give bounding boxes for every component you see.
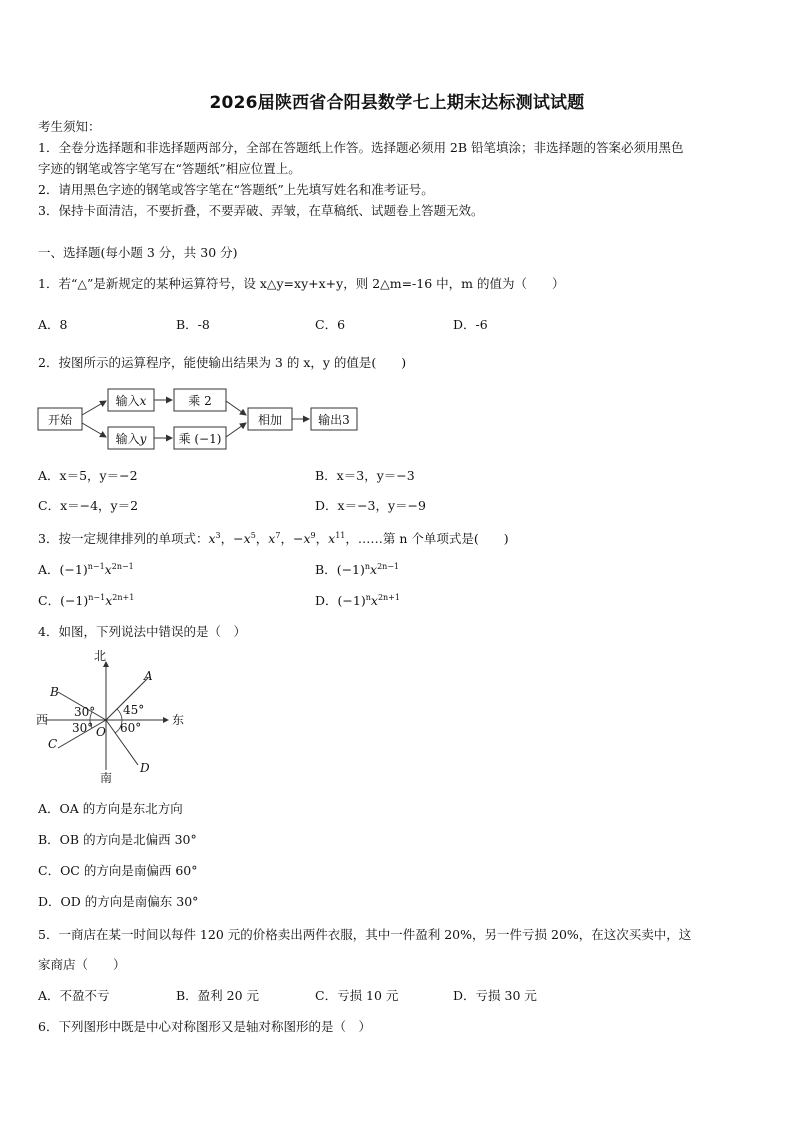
- q4-option-c: C．OC 的方向是南偏西 60°: [38, 863, 198, 878]
- q5-stem-line-1: 5．一商店在某一时间以每件 120 元的价格卖出两件衣服，其中一件盈利 20%，另一件亏损 20%，在这次买卖中，这: [38, 927, 692, 942]
- q1-option-a: A．8: [38, 317, 68, 332]
- flow-add-label: 相加: [257, 413, 283, 427]
- q2-option-b: B．x＝3，y＝−3: [315, 468, 415, 483]
- q1-stem: 1．若“△”是新规定的某种运算符号，设 x△y=xy+x+y，则 2△m=-16 中，m 的值为（ ）: [38, 276, 565, 291]
- north-label: 北: [93, 650, 107, 663]
- angle-d-label: 60°: [120, 721, 142, 735]
- q4-compass-figure: [36, 650, 186, 785]
- arc-angle-a: [117, 709, 122, 720]
- notice-line-2: 字迹的钢笔或答字笔写在“答题纸”相应位置上。: [38, 161, 301, 176]
- flow-arrow-mul2-add: [226, 401, 246, 415]
- east-label: 东: [172, 713, 185, 727]
- q3-term-5: $x^{11}$: [328, 531, 346, 546]
- q2-option-a: A．x＝5，y＝−2: [38, 468, 138, 483]
- q3-term-4: $-x^9$: [292, 531, 316, 546]
- angle-b-label: 30°: [74, 705, 96, 719]
- q4-stem: 4．如图，下列说法中错误的是（ ）: [38, 624, 246, 639]
- notice-line-3: 2．请用黑色字迹的钢笔或答字笔在“答题纸”上先填写姓名和准考证号。: [38, 182, 434, 197]
- section-heading: 一、选择题(每小题 3 分，共 30 分): [38, 245, 238, 260]
- flow-input-y-label: 输入y: [115, 432, 147, 446]
- q5-option-b: B．盈利 20 元: [176, 988, 260, 1003]
- notice-heading: 考生须知：: [38, 119, 101, 134]
- q3-option-a: A．$(-1)^{n-1}x^{2n-1}$: [38, 562, 134, 577]
- q1-option-c: C．6: [315, 317, 346, 332]
- angle-a-label: 45°: [123, 703, 145, 717]
- q1-option-b: B．-8: [176, 317, 210, 332]
- q3-stem: 3．按一定规律排列的单项式：$x^3$，$-x^5$，$x^7$，$-x^9$，$x^{11}$，……第 n 个单项式是( ): [38, 531, 509, 546]
- flow-mul2-label: 乘 2: [188, 394, 212, 408]
- q3-term-2: $-x^5$: [233, 531, 256, 546]
- q4-option-d: D．OD 的方向是南偏东 30°: [38, 894, 199, 909]
- flow-arrow-start-y: [82, 423, 106, 437]
- q5-option-a: A．不盈不亏: [38, 988, 110, 1003]
- point-o-label: O: [96, 725, 106, 739]
- q3-stem-prefix: 3．按一定规律排列的单项式：: [38, 531, 209, 546]
- page-title: 2026届陕西省合阳县数学七上期末达标测试试题: [209, 93, 585, 113]
- south-label: 南: [99, 771, 113, 785]
- q3-term-3: $x^7$: [268, 531, 281, 546]
- point-d-label: D: [140, 761, 150, 775]
- point-c-label: C: [48, 737, 58, 751]
- q6-stem: 6．下列图形中既是中心对称图形又是轴对称图形的是（ ）: [38, 1019, 371, 1034]
- flow-input-x-label: 输入x: [115, 394, 147, 408]
- q3-option-d: D．$(-1)^nx^{2n+1}$: [315, 593, 400, 608]
- notice-line-1: 1．全卷分选择题和非选择题两部分，全部在答题纸上作答。选择题必须用 2B 铅笔填涂；非选择题的答案必须用黑色: [38, 140, 684, 155]
- flow-arrow-start-x: [82, 401, 106, 415]
- q5-option-d: D．亏损 30 元: [453, 988, 537, 1003]
- q3-option-c: C．$(-1)^{n-1}x^{2n+1}$: [38, 593, 135, 608]
- angle-c-label: 30°: [72, 721, 94, 735]
- point-b-label: B: [50, 685, 59, 699]
- point-a-label: A: [144, 669, 153, 683]
- q5-option-c: C．亏损 10 元: [315, 988, 399, 1003]
- west-label: 西: [36, 713, 49, 727]
- notice-line-4: 3．保持卡面清洁，不要折叠，不要弄破、弄皱，在草稿纸、试题卷上答题无效。: [38, 203, 484, 218]
- q4-option-b: B．OB 的方向是北偏西 30°: [38, 832, 197, 847]
- flow-output-label: 输出3: [318, 413, 350, 427]
- q1-option-d: D．-6: [453, 317, 488, 332]
- q3-stem-suffix: ，……第 n 个单项式是( ): [345, 531, 509, 546]
- q2-flowchart: [36, 384, 366, 454]
- q2-option-c: C．x＝−4，y＝2: [38, 498, 139, 513]
- q4-option-a: A．OA 的方向是东北方向: [38, 801, 183, 816]
- q2-stem: 2．按图所示的运算程序，能使输出结果为 3 的 x，y 的值是( ): [38, 355, 407, 370]
- q3-term-1: $x^3$: [208, 531, 221, 546]
- q2-option-d: D．x＝−3，y＝−9: [315, 498, 426, 513]
- q3-option-b: B．$(-1)^nx^{2n-1}$: [315, 562, 400, 577]
- flow-start-label: 开始: [47, 413, 73, 427]
- flow-arrow-mulneg1-add: [226, 423, 246, 437]
- flow-mulneg1-label: 乘 (−1): [178, 432, 222, 446]
- q5-stem-line-2: 家商店（ ）: [38, 957, 126, 972]
